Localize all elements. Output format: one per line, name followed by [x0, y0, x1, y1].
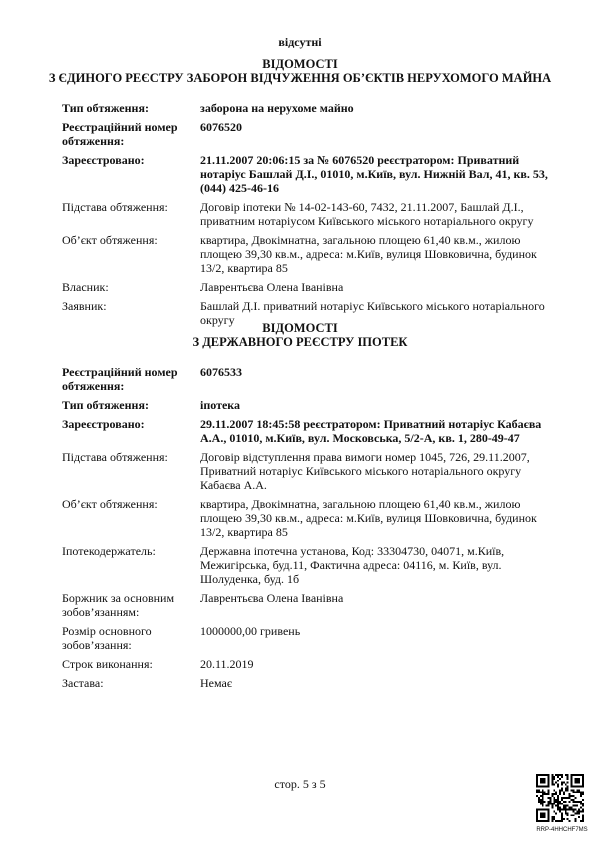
field-label: Підстава обтяження: — [62, 450, 168, 464]
field-label: Строк виконання: — [62, 657, 153, 671]
field-label: Реєстраційний номер обтяження: — [62, 120, 178, 148]
field-row — [62, 591, 562, 619]
field-label: Тип обтяження: — [62, 101, 149, 115]
field-label: Об’єкт обтяження: — [62, 233, 158, 247]
field-row — [62, 497, 562, 539]
field-value: 1000000,00 гривень — [200, 624, 301, 638]
field-label: Об’єкт обтяження: — [62, 497, 158, 511]
field-value: 20.11.2019 — [200, 657, 254, 671]
field-value: 6076533 — [200, 365, 242, 379]
field-label: Зареєстровано: — [62, 153, 145, 167]
section2-heading — [0, 321, 600, 349]
field-row — [62, 280, 562, 294]
field-label: Іпотекодержатель: — [62, 544, 156, 558]
qr-code-icon — [536, 774, 584, 822]
field-row — [62, 676, 562, 690]
field-value: 29.11.2007 18:45:58 реєстратором: Приватний нотаріус Кабаєва А.А., 01010, м.Київ, вул. Московська, 5/2-А, кв. 1, 280-49-47 — [200, 417, 542, 445]
section2-title-line2: З ДЕРЖАВНОГО РЕЄСТРУ ІПОТЕК — [192, 335, 408, 349]
field-value: Державна іпотечна установа, Код: 33304730, 04071, м.Київ, Межигірська, буд.11, Фактична адреса: 04116, м. Київ, вул. Шолуденка, буд. 1б — [200, 544, 505, 586]
field-label: Зареєстровано: — [62, 417, 145, 431]
field-row — [62, 365, 562, 393]
field-label: Застава: — [62, 676, 104, 690]
field-label: Боржник за основним зобов’язанням: — [62, 591, 175, 619]
field-value: іпотека — [200, 398, 241, 412]
page-number: стор. 5 з 5 — [274, 777, 326, 791]
field-row — [62, 101, 562, 115]
field-label: Тип обтяження: — [62, 398, 149, 412]
field-row — [62, 233, 562, 275]
section2-rows — [62, 365, 562, 695]
section2-title-line1: ВІДОМОСТІ — [262, 321, 338, 335]
field-label: Реєстраційний номер обтяження: — [62, 365, 178, 393]
field-value: квартира, Двокімнатна, загальною площею 61,40 кв.м., жилою площею 39,30 кв.м., адреса: м.Київ, вулиця Шовковична, будинок 13/2, квартира 85 — [200, 233, 537, 275]
field-value: Лаврентьєва Олена Іванівна — [200, 591, 344, 605]
section1-title-line1: ВІДОМОСТІ — [262, 57, 338, 71]
field-value: Договір відступлення права вимоги номер 1045, 726, 29.11.2007, Приватний нотаріус Київського міського нотаріального округу Кабаєва А.А. — [200, 450, 530, 492]
section1-rows — [62, 101, 562, 332]
field-value: заборона на нерухоме майно — [200, 101, 354, 115]
qr-code-label: RRP-4HHCHF7MS — [536, 827, 588, 833]
field-label: Власник: — [62, 280, 109, 294]
field-value: Башлай Д.І. приватний нотаріус Київського міського нотаріального округу — [200, 299, 545, 327]
top-note: відсутні — [278, 35, 322, 49]
field-row — [62, 450, 562, 492]
field-row — [62, 398, 562, 412]
field-row — [62, 657, 562, 671]
field-value: Лаврентьєва Олена Іванівна — [200, 280, 344, 294]
section1-title-line2: З ЄДИНОГО РЕЄСТРУ ЗАБОРОН ВІДЧУЖЕННЯ ОБ’ЄКТІВ НЕРУХОМОГО МАЙНА — [48, 71, 552, 85]
field-row — [62, 624, 562, 652]
field-value: квартира, Двокімнатна, загальною площею 61,40 кв.м., жилою площею 39,30 кв.м., адреса: м.Київ, вулиця Шовковична, будинок 13/2, квартира 85 — [200, 497, 537, 539]
field-value: 6076520 — [200, 120, 242, 134]
field-row — [62, 120, 562, 148]
field-label: Розмір основного зобов’язання: — [62, 624, 152, 652]
field-row — [62, 200, 562, 228]
field-row — [62, 417, 562, 445]
field-row — [62, 153, 562, 195]
field-label: Підстава обтяження: — [62, 200, 168, 214]
section1-heading — [0, 57, 600, 85]
field-value: 21.11.2007 20:06:15 за № 6076520 реєстратором: Приватний нотаріус Башлай Д.І., 01010, м.Київ, вул. Нижній Вал, 41, кв. 53, (044) 425-46-16 — [200, 153, 548, 195]
field-row — [62, 544, 562, 586]
field-label: Заявник: — [62, 299, 107, 313]
field-value: Немає — [200, 676, 232, 690]
field-value: Договір іпотеки № 14-02-143-60, 7432, 21.11.2007, Башлай Д.І., приватним нотаріусом Київського міського нотаріального округу — [200, 200, 534, 228]
